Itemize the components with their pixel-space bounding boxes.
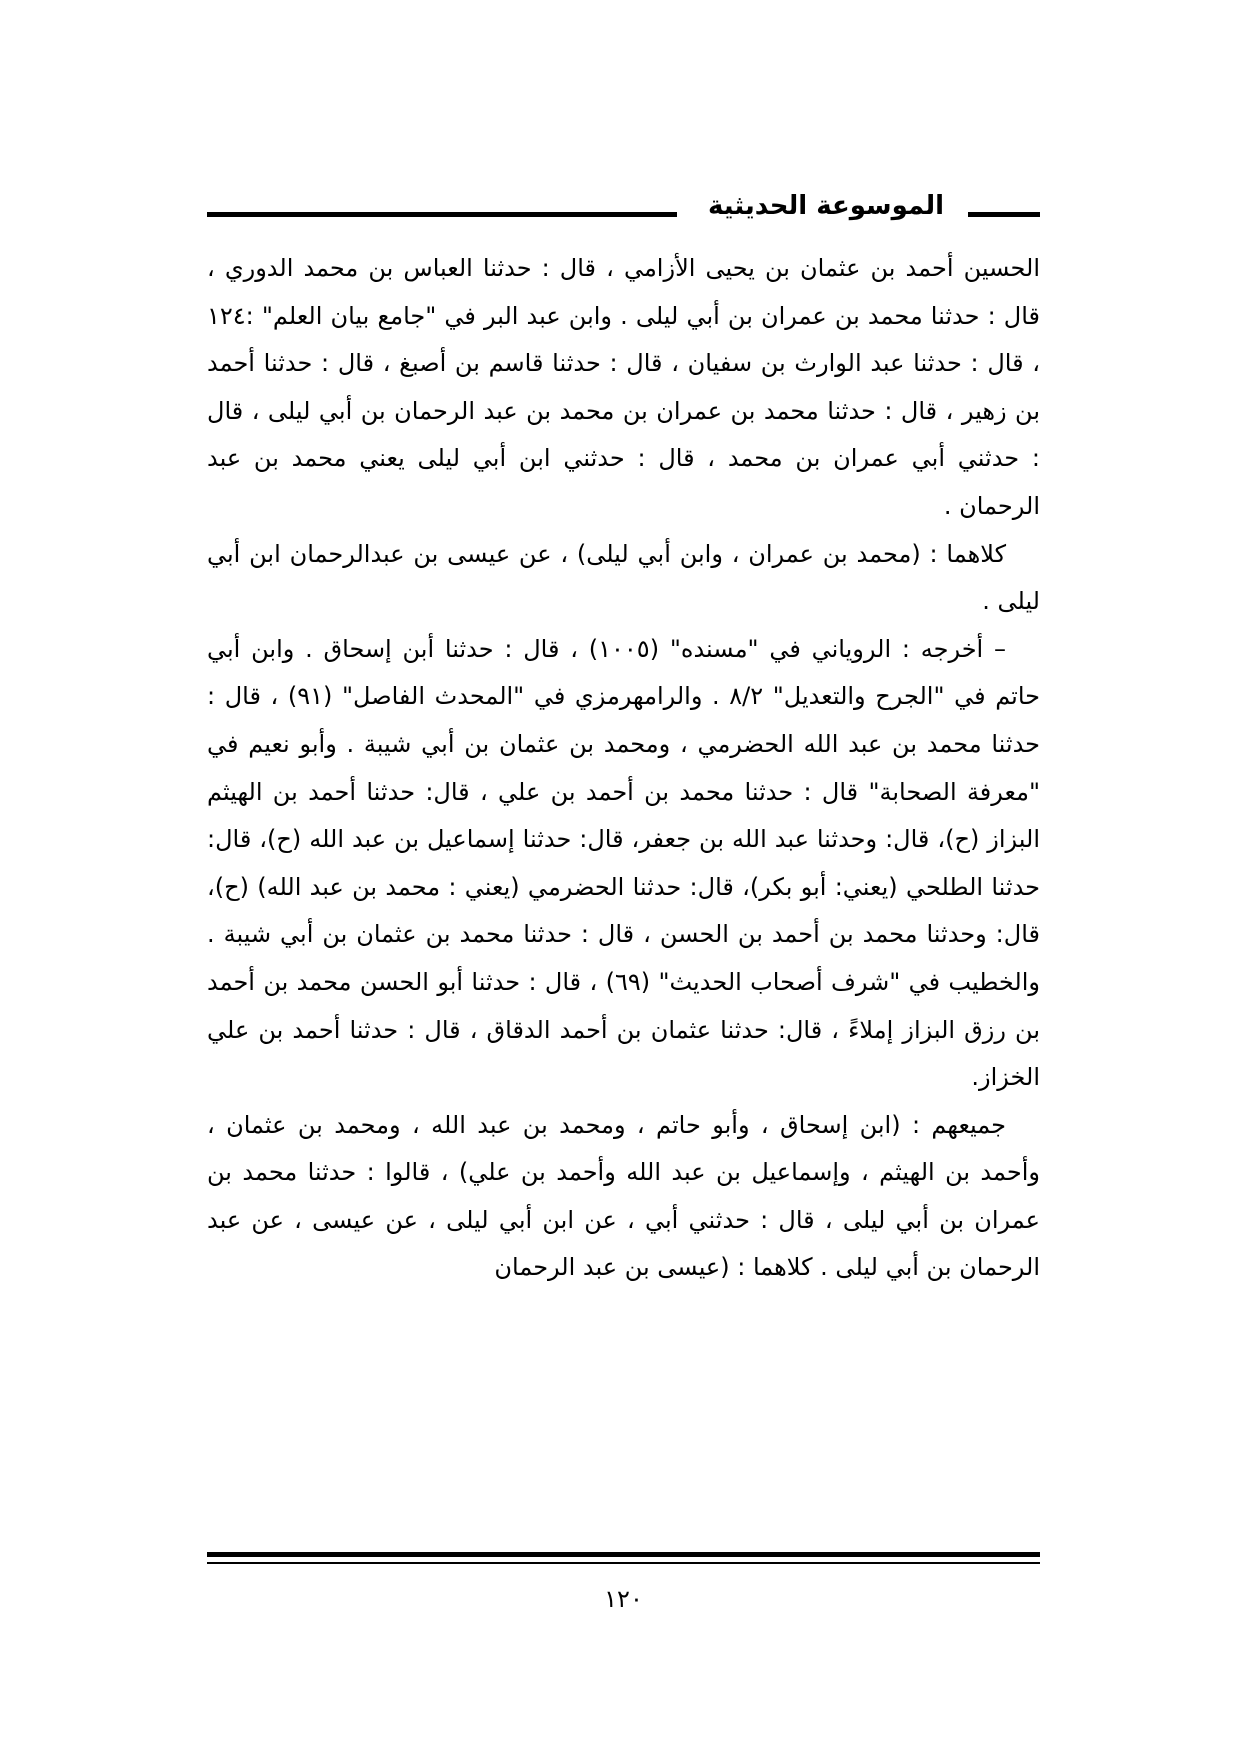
page-header <box>207 188 1040 228</box>
paragraph-1: الحسين أحمد بن عثمان بن يحيى الأزامي ، قال : حدثنا العباس بن محمد الدوري ، قال : حدثنا محمد بن عمران بن أبي ليلى . وابن عبد البر في "جامع بيان العلم" :١٢٤ ، قال : حدثنا عبد الوارث بن سفيان ، قال : حدثنا قاسم بن أصبغ ، قال : حدثنا أحمد بن زهير ، قال : حدثنا محمد بن عمران بن محمد بن عبد الرحمان بن أبي ليلى ، قال : حدثني أبي عمران بن محمد ، قال : حدثني ابن أبي ليلى يعني محمد بن عبد الرحمان . <box>207 254 1040 520</box>
paragraph-3: – أخرجه : الروياني في "مسنده" (١٠٠٥) ، قال : حدثنا أبن إسحاق . وابن أبي حاتم في "الجرح والتعديل" ٨/٢ . والرامهرمزي في "المحدث الفاصل" (٩١) ، قال : حدثنا محمد بن عبد الله الحضرمي ، ومحمد بن عثمان بن أبي شيبة . وأبو نعيم في "معرفة الصحابة" قال : حدثنا محمد بن أحمد بن علي ، قال: حدثنا أحمد بن الهيثم البزاز (ح)، قال: وحدثنا عبد الله بن جعفر، قال: حدثنا إسماعيل بن عبد الله (ح)، قال: حدثنا الطلحي (يعني: أبو بكر)، قال: حدثنا الحضرمي (يعني : محمد بن عبد الله) (ح)، قال: وحدثنا محمد بن أحمد بن الحسن ، قال : حدثنا محمد بن عثمان بن أبي شيبة . والخطيب في "شرف أصحاب الحديث" (٦٩) ، قال : حدثنا أبو الحسن محمد بن أحمد بن رزق البزاز إملاءً ، قال: حدثنا عثمان بن أحمد الدقاق ، قال : حدثنا أحمد بن علي الخزاز. <box>207 634 1040 1092</box>
footer-rules <box>207 1552 1040 1564</box>
footer-rule-thick <box>207 1552 1040 1557</box>
footer-rule-thin <box>207 1562 1040 1564</box>
header-rule-short <box>968 212 1040 217</box>
paragraph-2: كلاهما : (محمد بن عمران ، وابن أبي ليلى) ، عن عيسى بن عبدالرحمان ابن أبي ليلى . <box>207 539 1040 616</box>
paragraph-4: جميعهم : (ابن إسحاق ، وأبو حاتم ، ومحمد بن عبد الله ، ومحمد بن عثمان ، وأحمد بن الهيثم ، وإسماعيل بن عبد الله وأحمد بن علي) ، قالوا : حدثنا محمد بن عمران بن أبي ليلى ، قال : حدثني أبي ، عن ابن أبي ليلى ، عن عيسى ، عن عبد الرحمان بن أبي ليلى . كلاهما : (عيسى بن عبد الرحمان <box>207 1110 1040 1282</box>
page-body <box>207 245 1040 1292</box>
page-number: ١٢٠ <box>604 1585 643 1613</box>
header-rule-long <box>207 212 677 217</box>
page-title: الموسوعة الحديثية <box>707 191 944 221</box>
